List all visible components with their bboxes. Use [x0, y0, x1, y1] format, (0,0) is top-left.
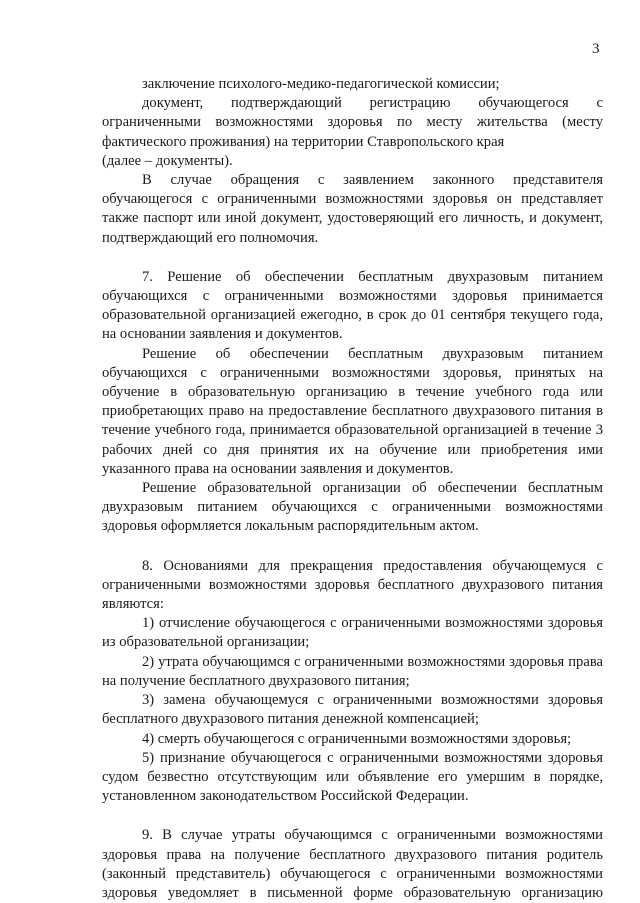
list-item-2-loss-of-right: 2) утрата обучающимся с ограниченными возможностями здоровья права на получение бесплатного двухразового питания; — [102, 653, 603, 689]
paragraph-item-9: 9. В случае утраты обучающимся с ограниченными возможностями здоровья права на получение бесплатного двухразового питания родитель (законный представитель) обучающегося с ограниченными возможностями здоровья уведомляет в письменной форме образовательную организацию — [102, 827, 603, 901]
list-item-1-expulsion: 1) отчисление обучающегося с ограниченными возможностями здоровья из образовательной организации; — [102, 615, 603, 651]
page-number: 3 — [592, 41, 600, 57]
paragraph-item-7: 7. Решение об обеспечении бесплатным двухразовым питанием обучающихся с ограниченными возможностями здоровья принимается образовательной организацией ежегодно, в срок до 01 сентября текущего года, на основании заявления и документов. — [102, 268, 603, 343]
paragraph-psychological-commission: заключение психолого-медико-педагогической комиссии; — [142, 76, 500, 92]
document-body — [102, 75, 603, 903]
paragraph-documents-definition: (далее – документы). — [102, 152, 233, 169]
paragraph-item-8: 8. Основаниями для прекращения предоставления обучающемуся с ограниченными возможностями здоровья бесплатного двухразового питания являются: — [102, 557, 603, 613]
paragraph-decision-local-act: Решение образовательной организации об обеспечении бесплатным двухразовым питанием обучающихся с ограниченными возможностями здоровья оформляется локальным распорядительным актом. — [102, 480, 603, 535]
list-item-5-missing-or-deceased: 5) признание обучающегося с ограниченными возможностями здоровья судом безвестно отсутствующим или объявление его умершим в порядке, установленном законодательством Российской Федерации. — [102, 749, 603, 805]
list-item-3-compensation: 3) замена обучающемуся с ограниченными возможностями здоровья бесплатного двухразового питания денежной компенсацией; — [102, 692, 603, 728]
paragraph-legal-representative: В случае обращения с заявлением законного представителя обучающегося с ограниченными возможностями здоровья он представляет также паспорт или иной документ, удостоверяющий его личность, и документ, подтверждающий его полномочия. — [102, 172, 603, 246]
paragraph-registration-document: документ, подтверждающий регистрацию обучающегося с ограниченными возможностями здоровья по месту жительства (месту фактического проживания) на территории Ставропольского края — [102, 95, 603, 150]
paragraph-decision-during-year: Решение об обеспечении бесплатным двухразовым питанием обучающихся с ограниченными возможностями здоровья, принятых на обучение в образовательную организацию в течение учебного года или приобретающих право на предоставление бесплатного двухразового питания в течение учебного года, принимается образовательной организацией в течение 3 рабочих дней со дня принятия их на обучение или приобретения ими указанного права на основании заявления и документов. — [102, 345, 603, 477]
list-item-4-death: 4) смерть обучающегося с ограниченными возможностями здоровья; — [142, 730, 572, 747]
